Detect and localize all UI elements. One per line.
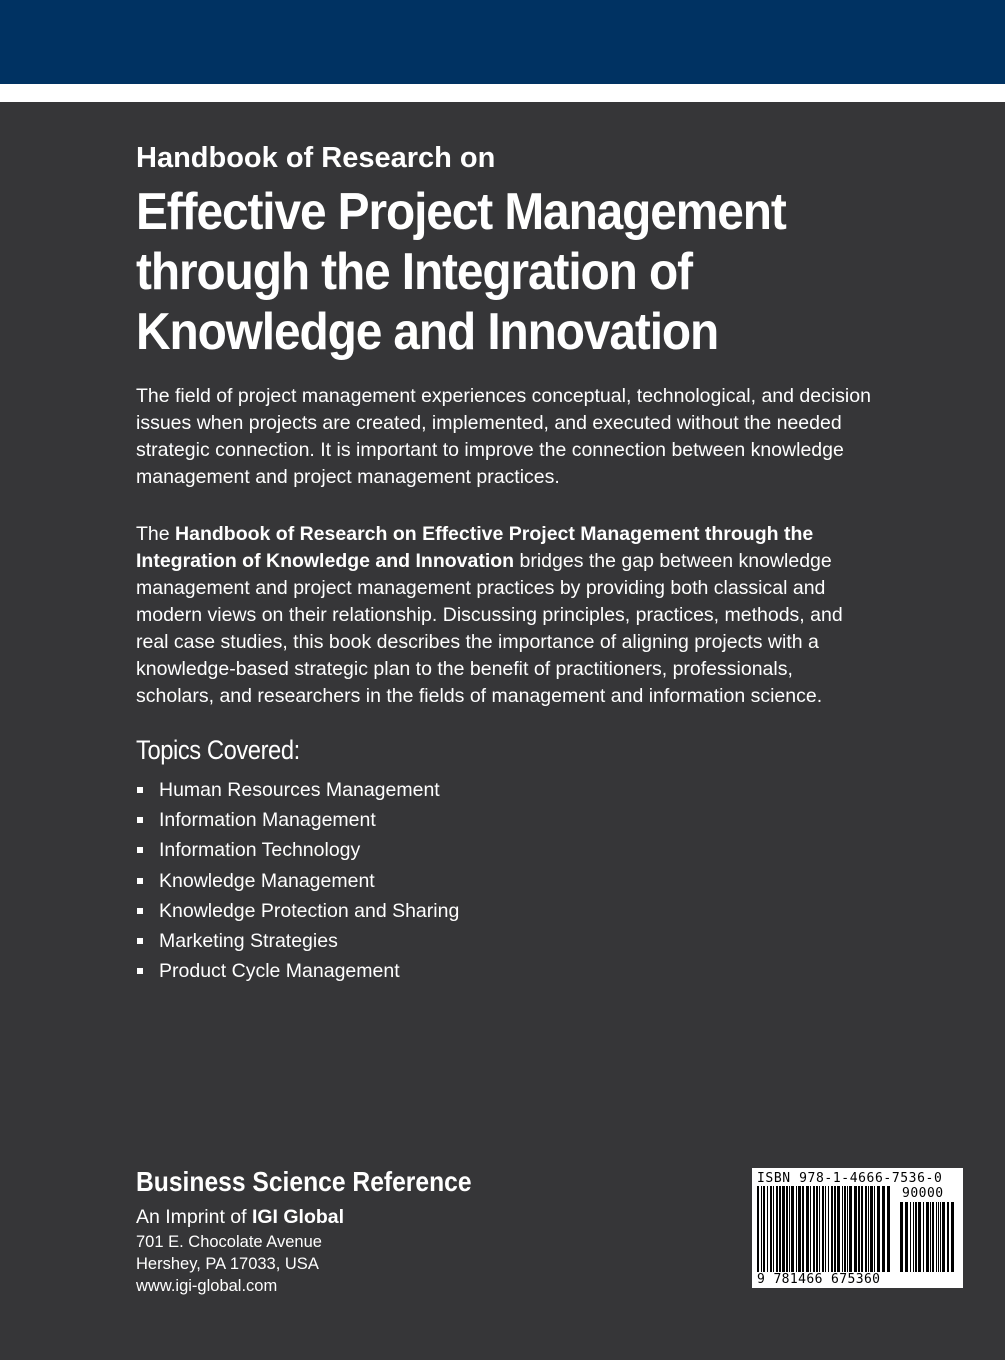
square-bullet-icon (137, 968, 143, 974)
topic-item (136, 959, 459, 989)
square-bullet-icon (137, 817, 143, 823)
barcode-bar (844, 1186, 846, 1272)
barcode-bar (825, 1186, 826, 1272)
white-divider-strip (0, 84, 1005, 102)
barcode-bar (861, 1186, 863, 1272)
barcode-bar (786, 1186, 788, 1272)
barcode-bar (918, 1202, 921, 1272)
barcode-bar (761, 1186, 762, 1272)
barcode-bar (791, 1186, 794, 1272)
topic-label: Product Cycle Management (159, 960, 400, 983)
barcode-bar (874, 1186, 875, 1272)
barcode-bar (865, 1186, 867, 1272)
barcode-bar (819, 1186, 820, 1272)
barcode-bar (842, 1186, 843, 1272)
barcode-bar (930, 1202, 931, 1272)
barcode-bar (782, 1186, 785, 1272)
barcode-bar (810, 1186, 811, 1272)
barcode-bar (942, 1202, 945, 1272)
barcode-bar (938, 1202, 939, 1272)
barcode-add-on-digits: 90000 (902, 1186, 944, 1201)
imprint-prefix: An Imprint of (136, 1206, 252, 1228)
publisher-name: Business Science Reference (136, 1166, 472, 1197)
barcode-bar (932, 1202, 934, 1272)
barcode-bar (796, 1186, 797, 1272)
topic-label: Marketing Strategies (159, 929, 338, 952)
square-bullet-icon (137, 938, 143, 944)
square-bullet-icon (137, 908, 143, 914)
topics-list (136, 778, 459, 989)
back-cover-panel (0, 102, 1005, 1360)
barcode-bar (837, 1186, 840, 1272)
barcode-bars-icon (757, 1186, 895, 1272)
isbn-barcode (752, 1168, 963, 1288)
barcode-bar (913, 1202, 914, 1272)
barcode-bar (868, 1186, 869, 1272)
barcode-bar (951, 1202, 954, 1272)
square-bullet-icon (137, 847, 143, 853)
topic-item (136, 899, 459, 929)
para2-body: bridges the gap between knowledge management and project management practices by providing both classical and modern views on their relationship. Discussing principles, practices, methods, and real case studies, this book describes the importance of aligning projects with a knowledge-based strategic plan to the benefit of practitioners, professionals, scholars, and researchers in the fields of management and information science. (136, 550, 843, 707)
barcode-bar (773, 1186, 774, 1272)
barcode-bar (905, 1202, 908, 1272)
title-line-1: Effective Project Management (136, 183, 786, 241)
barcode-bar (816, 1186, 818, 1272)
barcode-bar (789, 1186, 790, 1272)
topic-item (136, 778, 459, 808)
barcode-bar (877, 1186, 880, 1272)
title-line-2: through the Integration of (136, 243, 692, 301)
topic-item (136, 869, 459, 899)
barcode-bar (834, 1186, 836, 1272)
book-title (136, 182, 835, 362)
imprint-name: IGI Global (251, 1206, 345, 1228)
barcode-bar (858, 1186, 860, 1272)
topic-label: Knowledge Management (159, 869, 375, 892)
barcode-bar (767, 1186, 768, 1272)
barcode-bar (776, 1186, 778, 1272)
topic-item (136, 808, 459, 838)
ean-digits: 9 781466 675360 (757, 1272, 881, 1287)
book-subtitle: Handbook of Research on (136, 142, 496, 174)
topic-label: Information Management (159, 809, 376, 832)
square-bullet-icon (137, 787, 143, 793)
barcode-bar (822, 1186, 824, 1272)
barcode-bar (770, 1186, 772, 1272)
barcode-bar (779, 1186, 781, 1272)
barcode-bar (923, 1202, 924, 1272)
barcode-bar (926, 1202, 929, 1272)
square-bullet-icon (137, 878, 143, 884)
barcode-bar (882, 1186, 885, 1272)
isbn-number: ISBN 978-1-4666-7536-0 (757, 1171, 943, 1186)
publisher-website: www.igi-global.com (136, 1277, 278, 1295)
topic-label: Information Technology (159, 839, 361, 862)
para2-prefix: The (136, 523, 176, 545)
barcode-bar (831, 1186, 833, 1272)
barcode-bar (798, 1186, 801, 1272)
barcode-bar (802, 1186, 804, 1272)
topic-item (136, 838, 459, 868)
barcode-bar (900, 1202, 903, 1272)
barcode-bar (828, 1186, 829, 1272)
address-line-2: Hershey, PA 17033, USA (136, 1255, 319, 1273)
barcode-bar (854, 1186, 857, 1272)
barcode-bar (940, 1202, 941, 1272)
title-line-3: Knowledge and Innovation (136, 303, 719, 361)
barcode-bar (870, 1186, 873, 1272)
top-color-band (0, 0, 1005, 84)
barcode-bar (813, 1186, 815, 1272)
barcode-bar (847, 1186, 848, 1272)
topic-item (136, 929, 459, 959)
topic-label: Knowledge Protection and Sharing (159, 899, 460, 922)
barcode-bar (936, 1202, 937, 1272)
topic-label: Human Resources Management (159, 779, 440, 801)
barcode-bar (947, 1202, 949, 1272)
imprint-line (136, 1206, 344, 1229)
barcode-bar (849, 1186, 852, 1272)
barcode-bar (915, 1202, 917, 1272)
para2-book-title: Handbook of Research on Effective Project Management through the Integration of Knowledge and Innovation (136, 523, 814, 572)
barcode-bar (910, 1202, 911, 1272)
barcode-add-on-bars-icon (900, 1202, 958, 1272)
description-paragraph-2 (136, 521, 876, 710)
barcode-bar (806, 1186, 809, 1272)
address-line-1: 701 E. Chocolate Avenue (136, 1233, 322, 1251)
topics-heading: Topics Covered: (136, 735, 300, 765)
barcode-bar (887, 1186, 890, 1272)
barcode-bar (757, 1186, 759, 1272)
barcode-bar (763, 1186, 765, 1272)
description-paragraph-1: The field of project management experiences conceptual, technological, and decision issues when projects are created, implemented, and executed without the needed strategic connection. It is important to improve the connection between knowledge management and project management practices. (136, 385, 871, 488)
